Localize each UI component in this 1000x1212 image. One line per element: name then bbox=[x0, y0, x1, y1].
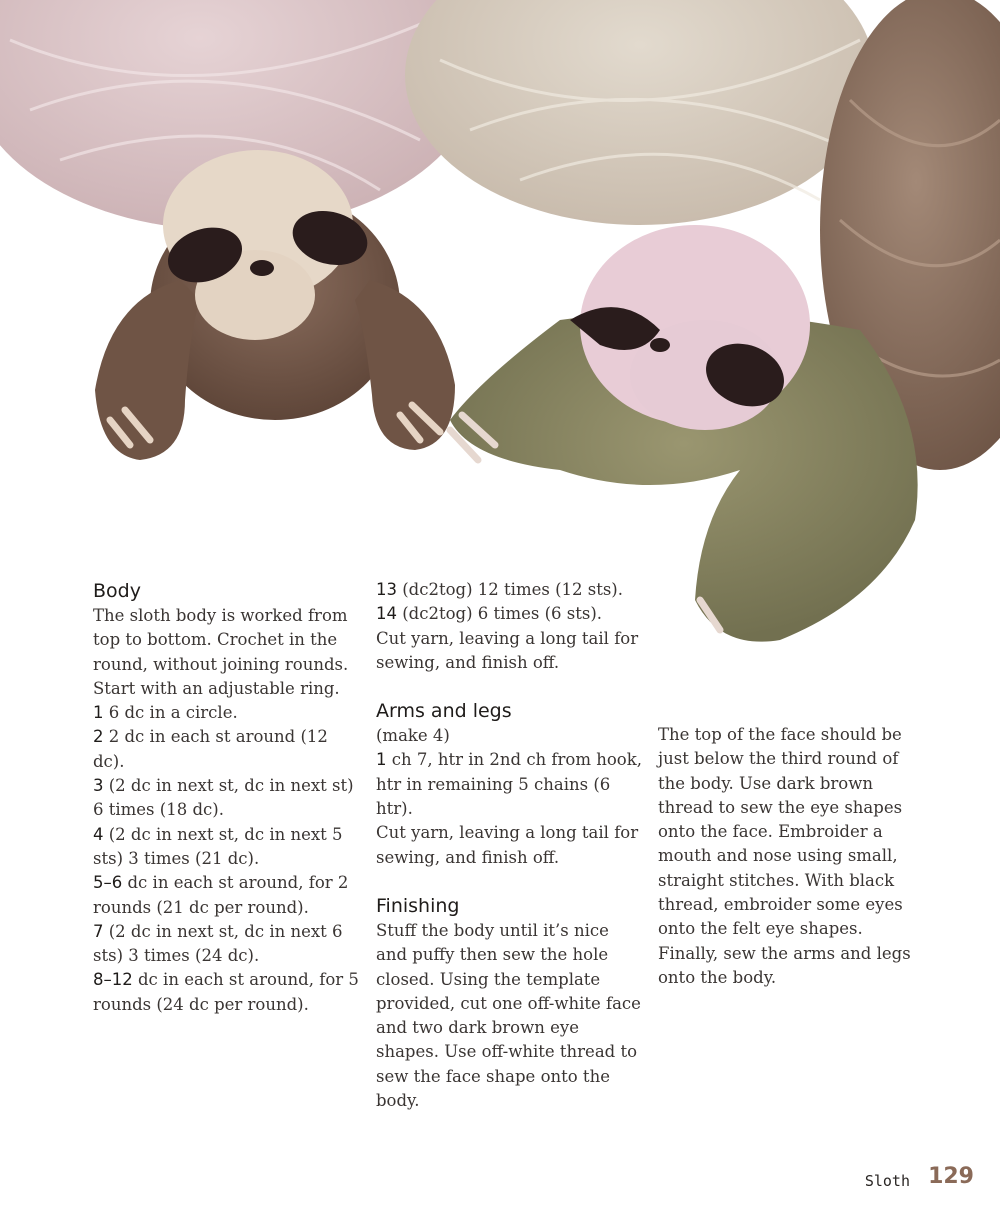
round-line: 14 (dc2tog) 6 times (6 sts). bbox=[376, 604, 602, 624]
body-section bbox=[93, 578, 361, 1017]
round-line: 2 2 dc in each st around (12 dc). bbox=[93, 727, 328, 771]
finishing-heading: Finishing bbox=[376, 894, 460, 917]
round-line: 4 (2 dc in next st, dc in next 5 sts) 3 times (21 dc). bbox=[93, 824, 343, 868]
arms-finish-text: Cut yarn, leaving a long tail for sewing, and finish off. bbox=[376, 823, 639, 867]
finish-body-text: Cut yarn, leaving a long tail for sewing, and finish off. bbox=[376, 628, 639, 672]
round-line: 13 (dc2tog) 12 times (12 sts). bbox=[376, 580, 623, 599]
arms-legs-heading: Arms and legs bbox=[376, 700, 512, 723]
arms-make-note: (make 4) bbox=[376, 726, 450, 746]
page-number: 129 bbox=[928, 1164, 974, 1189]
body-intro: The sloth body is worked from top to bottom. Crochet in the round, without joining rounds. Start with an adjustable ring. bbox=[93, 606, 349, 698]
finishing-text: Stuff the body until it’s nice and puffy then sew the hole closed. Using the template provided, cut one off-white face and two dark brown eye shapes. Use off-white thread to sew the face shape onto the body. bbox=[376, 920, 641, 1111]
round-line: 5–6 dc in each st around, for 2 rounds (21 dc per round). bbox=[93, 873, 349, 917]
round-line: 8–12 dc in each st around, for 5 rounds (24 dc per round). bbox=[93, 970, 359, 1014]
finishing-continued-text: The top of the face should be just below the third round of the body. Use dark brown thread to sew the eye shapes onto the face. Embroider a mouth and nose using small, straight stitches. With black thread, embroider some eyes onto the felt eye shapes. Finally, sew the arms and legs onto the body. bbox=[658, 725, 911, 987]
middle-column bbox=[376, 578, 644, 1113]
round-line: 3 (2 dc in next st, dc in next st) 6 times (18 dc). bbox=[93, 776, 354, 820]
chapter-label: Sloth bbox=[864, 1172, 910, 1190]
round-line: 1 6 dc in a circle. bbox=[93, 703, 238, 723]
body-heading: Body bbox=[93, 580, 141, 602]
round-line: 7 (2 dc in next st, dc in next 6 sts) 3 times (24 dc). bbox=[93, 921, 343, 966]
round-line: 1 ch 7, htr in 2nd ch from hook, htr in remaining 5 chains (6 htr). bbox=[376, 750, 642, 819]
finishing-continued bbox=[658, 723, 928, 990]
